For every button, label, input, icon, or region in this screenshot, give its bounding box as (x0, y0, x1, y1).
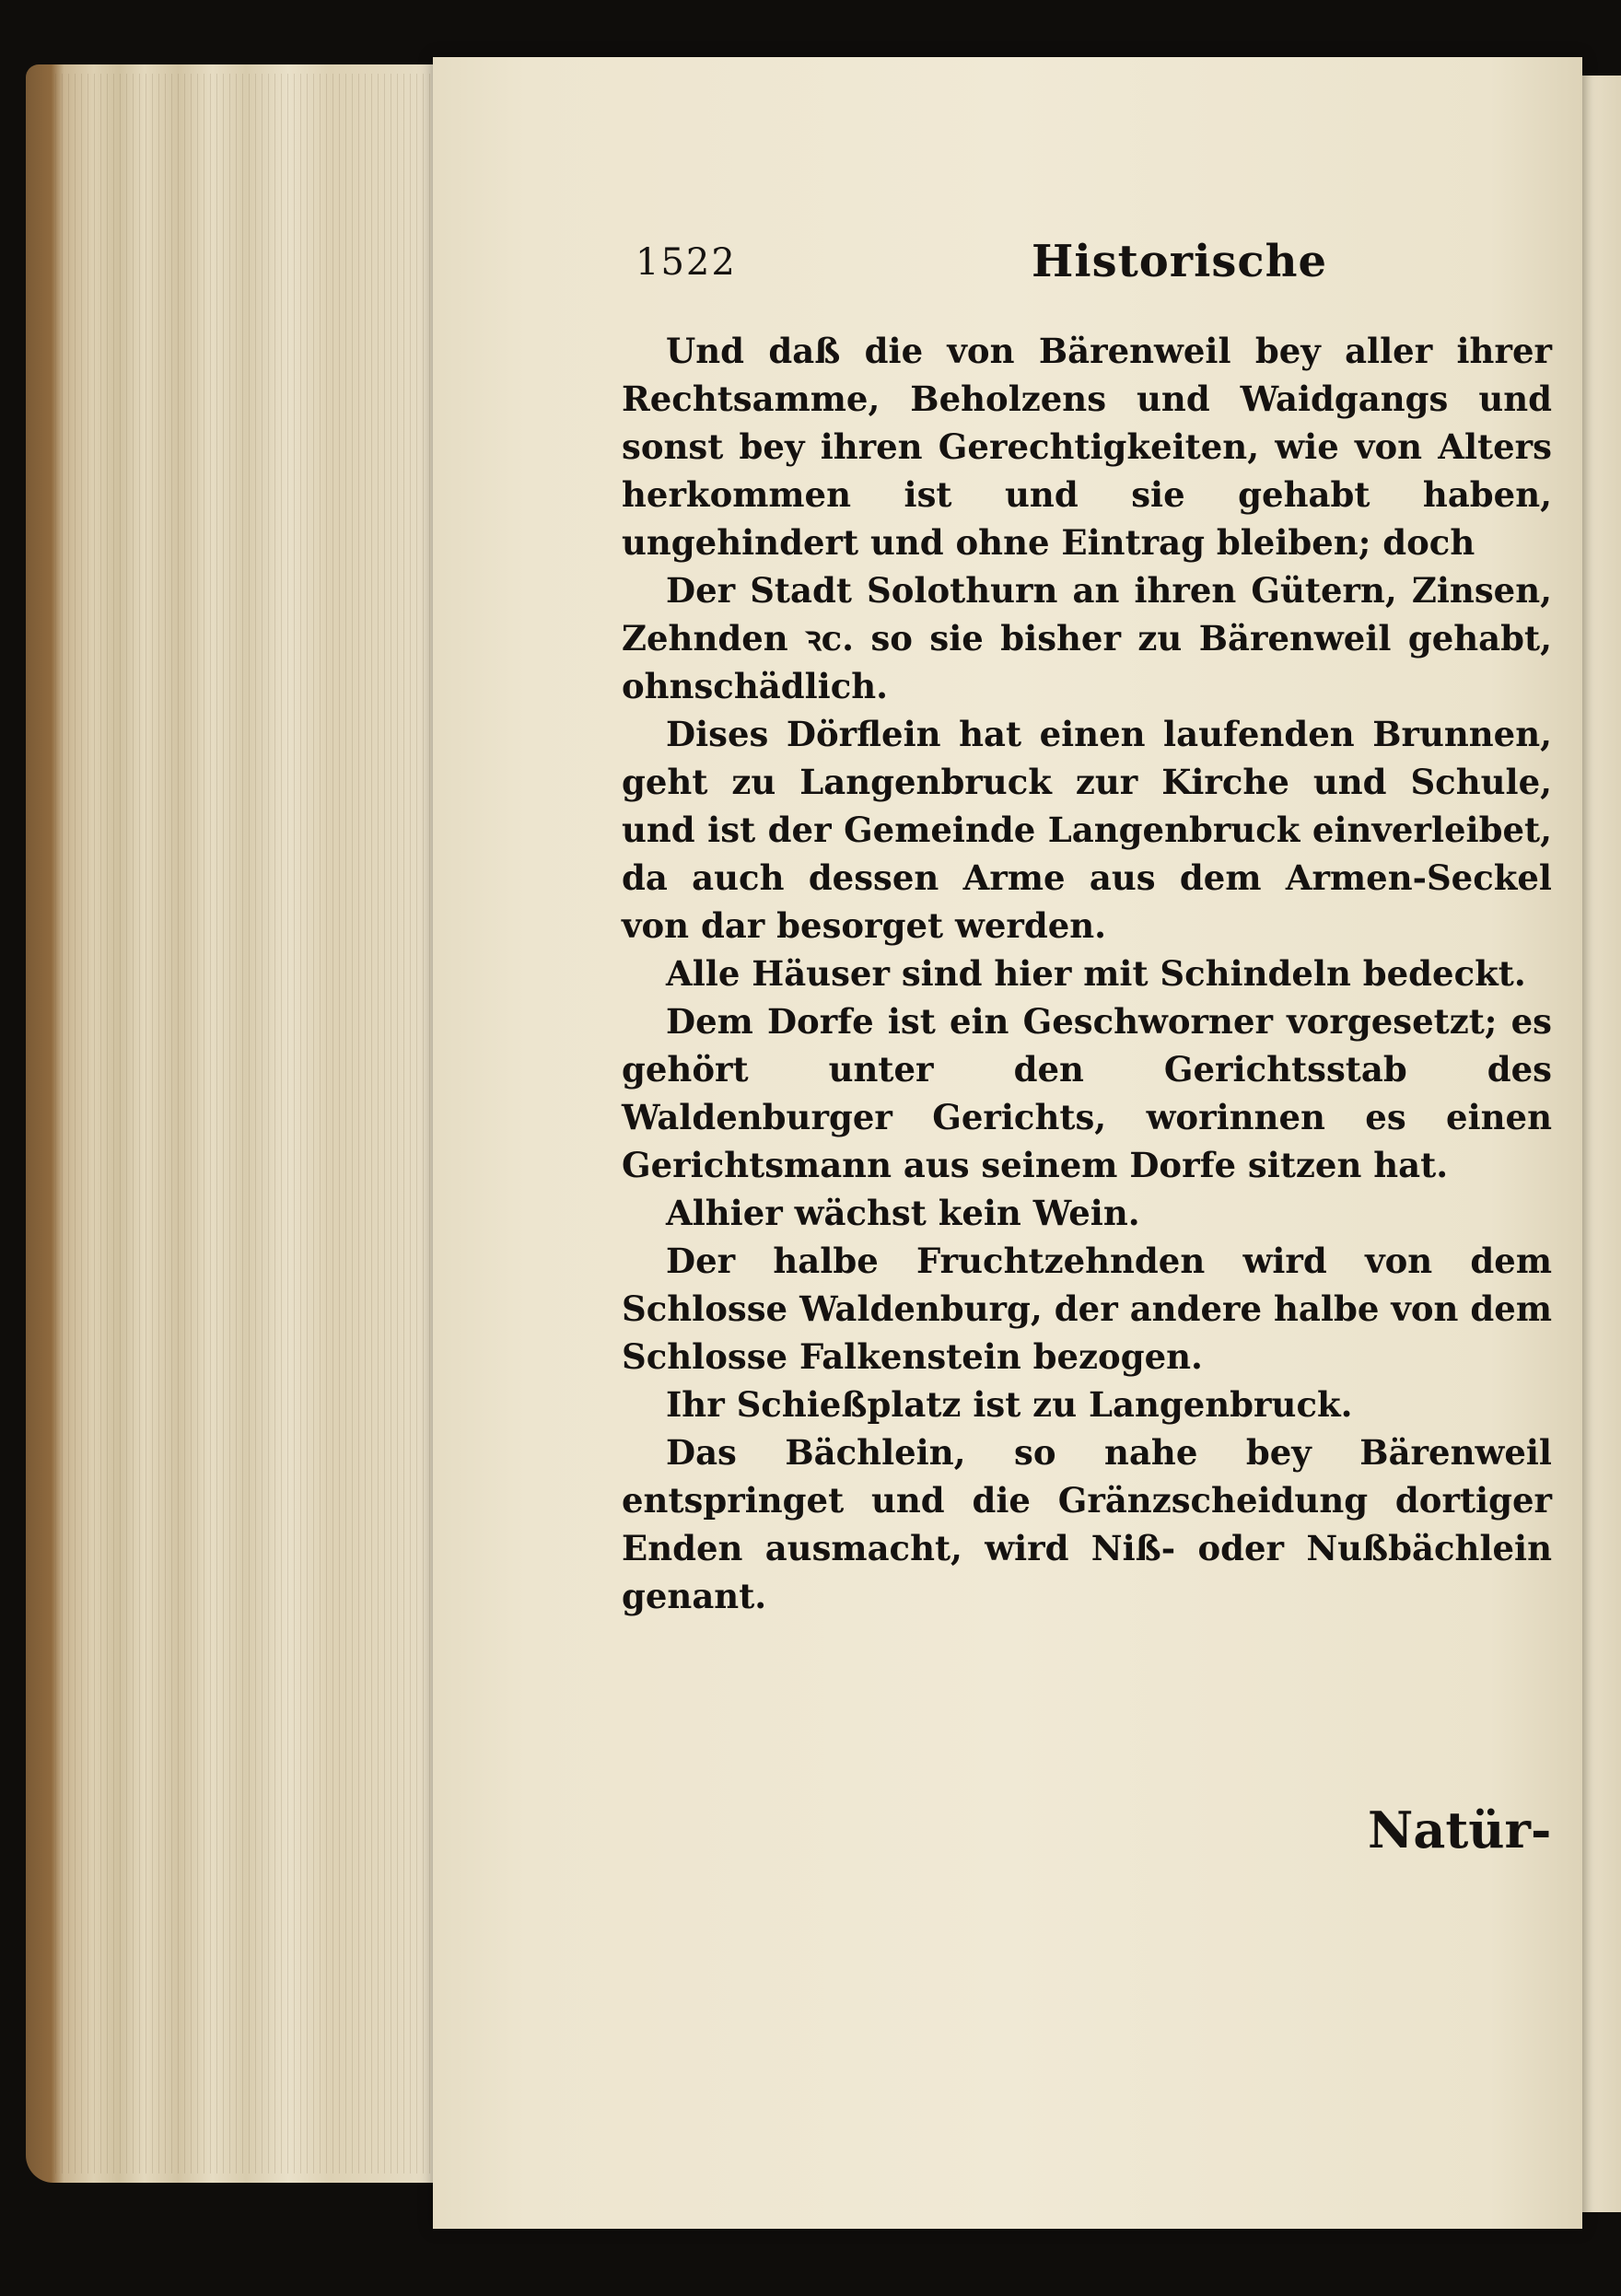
paragraph: Ihr Schießplatz ist zu Langenbruck. (666, 1384, 1353, 1425)
paragraph: Und daß die von Bärenweil bey aller ihrer Rechtsamme, Beholzens und Waidgangs und sonst bey ihren Gerechtigkeiten, wie von Alters herkommen ist und sie gehabt haben, ungehindert und ohne Eintrag bleiben; doch (622, 331, 1552, 563)
page-number: 1522 (636, 241, 737, 284)
paragraph: Das Bächlein, so nahe bey Bärenweil entspringet und die Gränzscheidung dortiger Enden ausmacht, wird Niß- oder Nußbächlein genant. (622, 1432, 1552, 1616)
paragraph: Der Stadt Solothurn an ihren Gütern, Zinsen, Zehnden ꝛc. so sie bisher zu Bärenweil gehabt, ohnschädlich. (622, 570, 1552, 706)
paragraph: Dises Dörflein hat einen laufenden Brunnen, geht zu Langenbruck zur Kirche und Schule, und ist der Gemeinde Langenbruck einverleibet, da auch dessen Arme aus dem Armen-Seckel von dar besorget werden. (622, 714, 1552, 946)
catchword: Natür- (1368, 1801, 1552, 1859)
page-stack-lines (55, 74, 442, 2174)
paragraph: Der halbe Fruchtzehnden wird von dem Schlosse Waldenburg, der andere halbe von dem Schlosse Falkenstein bezogen. (622, 1241, 1552, 1377)
body-text (622, 327, 1552, 1620)
page-header (636, 236, 1557, 297)
paragraph: Alhier wächst kein Wein. (666, 1193, 1140, 1233)
running-head: Historische (1032, 236, 1328, 287)
paragraph: Dem Dorfe ist ein Geschworner vorgesetzt; es gehört unter den Gerichtsstab des Waldenburger Gerichts, worinnen es einen Gerichtsmann aus seinem Dorfe sitzen hat. (622, 1001, 1552, 1185)
paragraph: Alle Häuser sind hier mit Schindeln bedeckt. (666, 953, 1526, 994)
